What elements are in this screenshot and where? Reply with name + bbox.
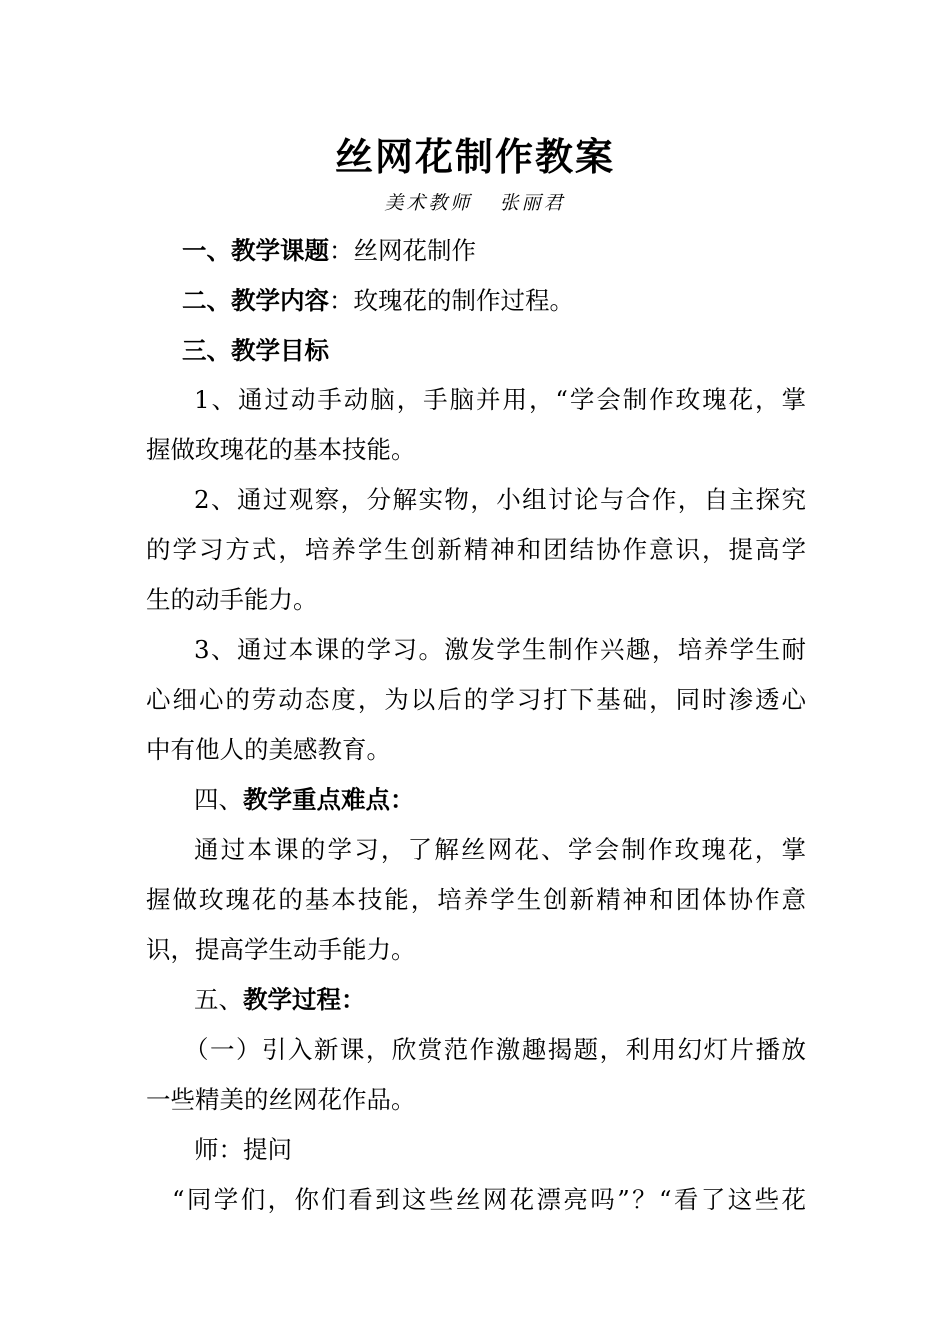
section-1-heading: 一、教学课题：丝网花制作 bbox=[182, 236, 476, 265]
section-3-heading: 三、教学目标 bbox=[182, 336, 329, 365]
section-5-heading: 五、教学过程： bbox=[194, 985, 366, 1014]
section-5-line-4: “同学们，你们看到这些丝网花漂亮吗”？“看了这些花 bbox=[172, 1185, 806, 1214]
section-4-line-2: 握做玫瑰花的基本技能，培养学生创新精神和团体协作意 bbox=[146, 885, 806, 914]
section-2-label: 二、教学内容 bbox=[182, 286, 329, 315]
section-5-label: 教学过程： bbox=[243, 985, 366, 1014]
section-5-line-2: 一些精美的丝网花作品。 bbox=[146, 1085, 416, 1114]
section-1-label: 一、教学课题 bbox=[182, 236, 329, 265]
document-title: 丝网花制作教案 bbox=[334, 134, 615, 179]
goal-2-line-2: 的学习方式，培养学生创新精神和团结协作意识，提高学 bbox=[146, 535, 806, 564]
goal-2-line-3: 生的动手能力。 bbox=[146, 585, 318, 614]
goal-1-line-2: 握做玫瑰花的基本技能。 bbox=[146, 435, 416, 464]
section-2-heading: 二、教学内容：玫瑰花的制作过程。 bbox=[182, 286, 574, 315]
section-2-value: 玫瑰花的制作过程。 bbox=[353, 286, 574, 315]
goal-3-line-1: 3、通过本课的学习。激发学生制作兴趣，培养学生耐 bbox=[194, 635, 806, 664]
section-4-label: 教学重点难点： bbox=[243, 785, 415, 814]
section-5-line-3: 师：提问 bbox=[194, 1135, 292, 1164]
section-4-line-1: 通过本课的学习，了解丝网花、学会制作玫瑰花，掌 bbox=[194, 835, 806, 864]
author-role: 美术教师 bbox=[384, 192, 473, 214]
section-1-value: 丝网花制作 bbox=[353, 236, 476, 265]
section-4-heading: 四、教学重点难点： bbox=[194, 785, 415, 814]
goal-3-line-2: 心细心的劳动态度，为以后的学习打下基础，同时渗透心 bbox=[146, 685, 806, 714]
goal-1-line-1: 1、通过动手动脑，手脑并用，“学会制作玫瑰花，掌 bbox=[194, 385, 806, 414]
section-5-line-1: （一）引入新课，欣赏范作激趣揭题，利用幻灯片播放 bbox=[184, 1035, 806, 1064]
goal-3-line-3: 中有他人的美感教育。 bbox=[146, 735, 391, 764]
section-4-line-3: 识，提高学生动手能力。 bbox=[146, 935, 416, 964]
author-name: 张丽君 bbox=[499, 192, 566, 214]
author-line bbox=[0, 188, 950, 215]
goal-2-line-1: 2、通过观察，分解实物，小组讨论与合作，自主探究 bbox=[194, 485, 806, 514]
